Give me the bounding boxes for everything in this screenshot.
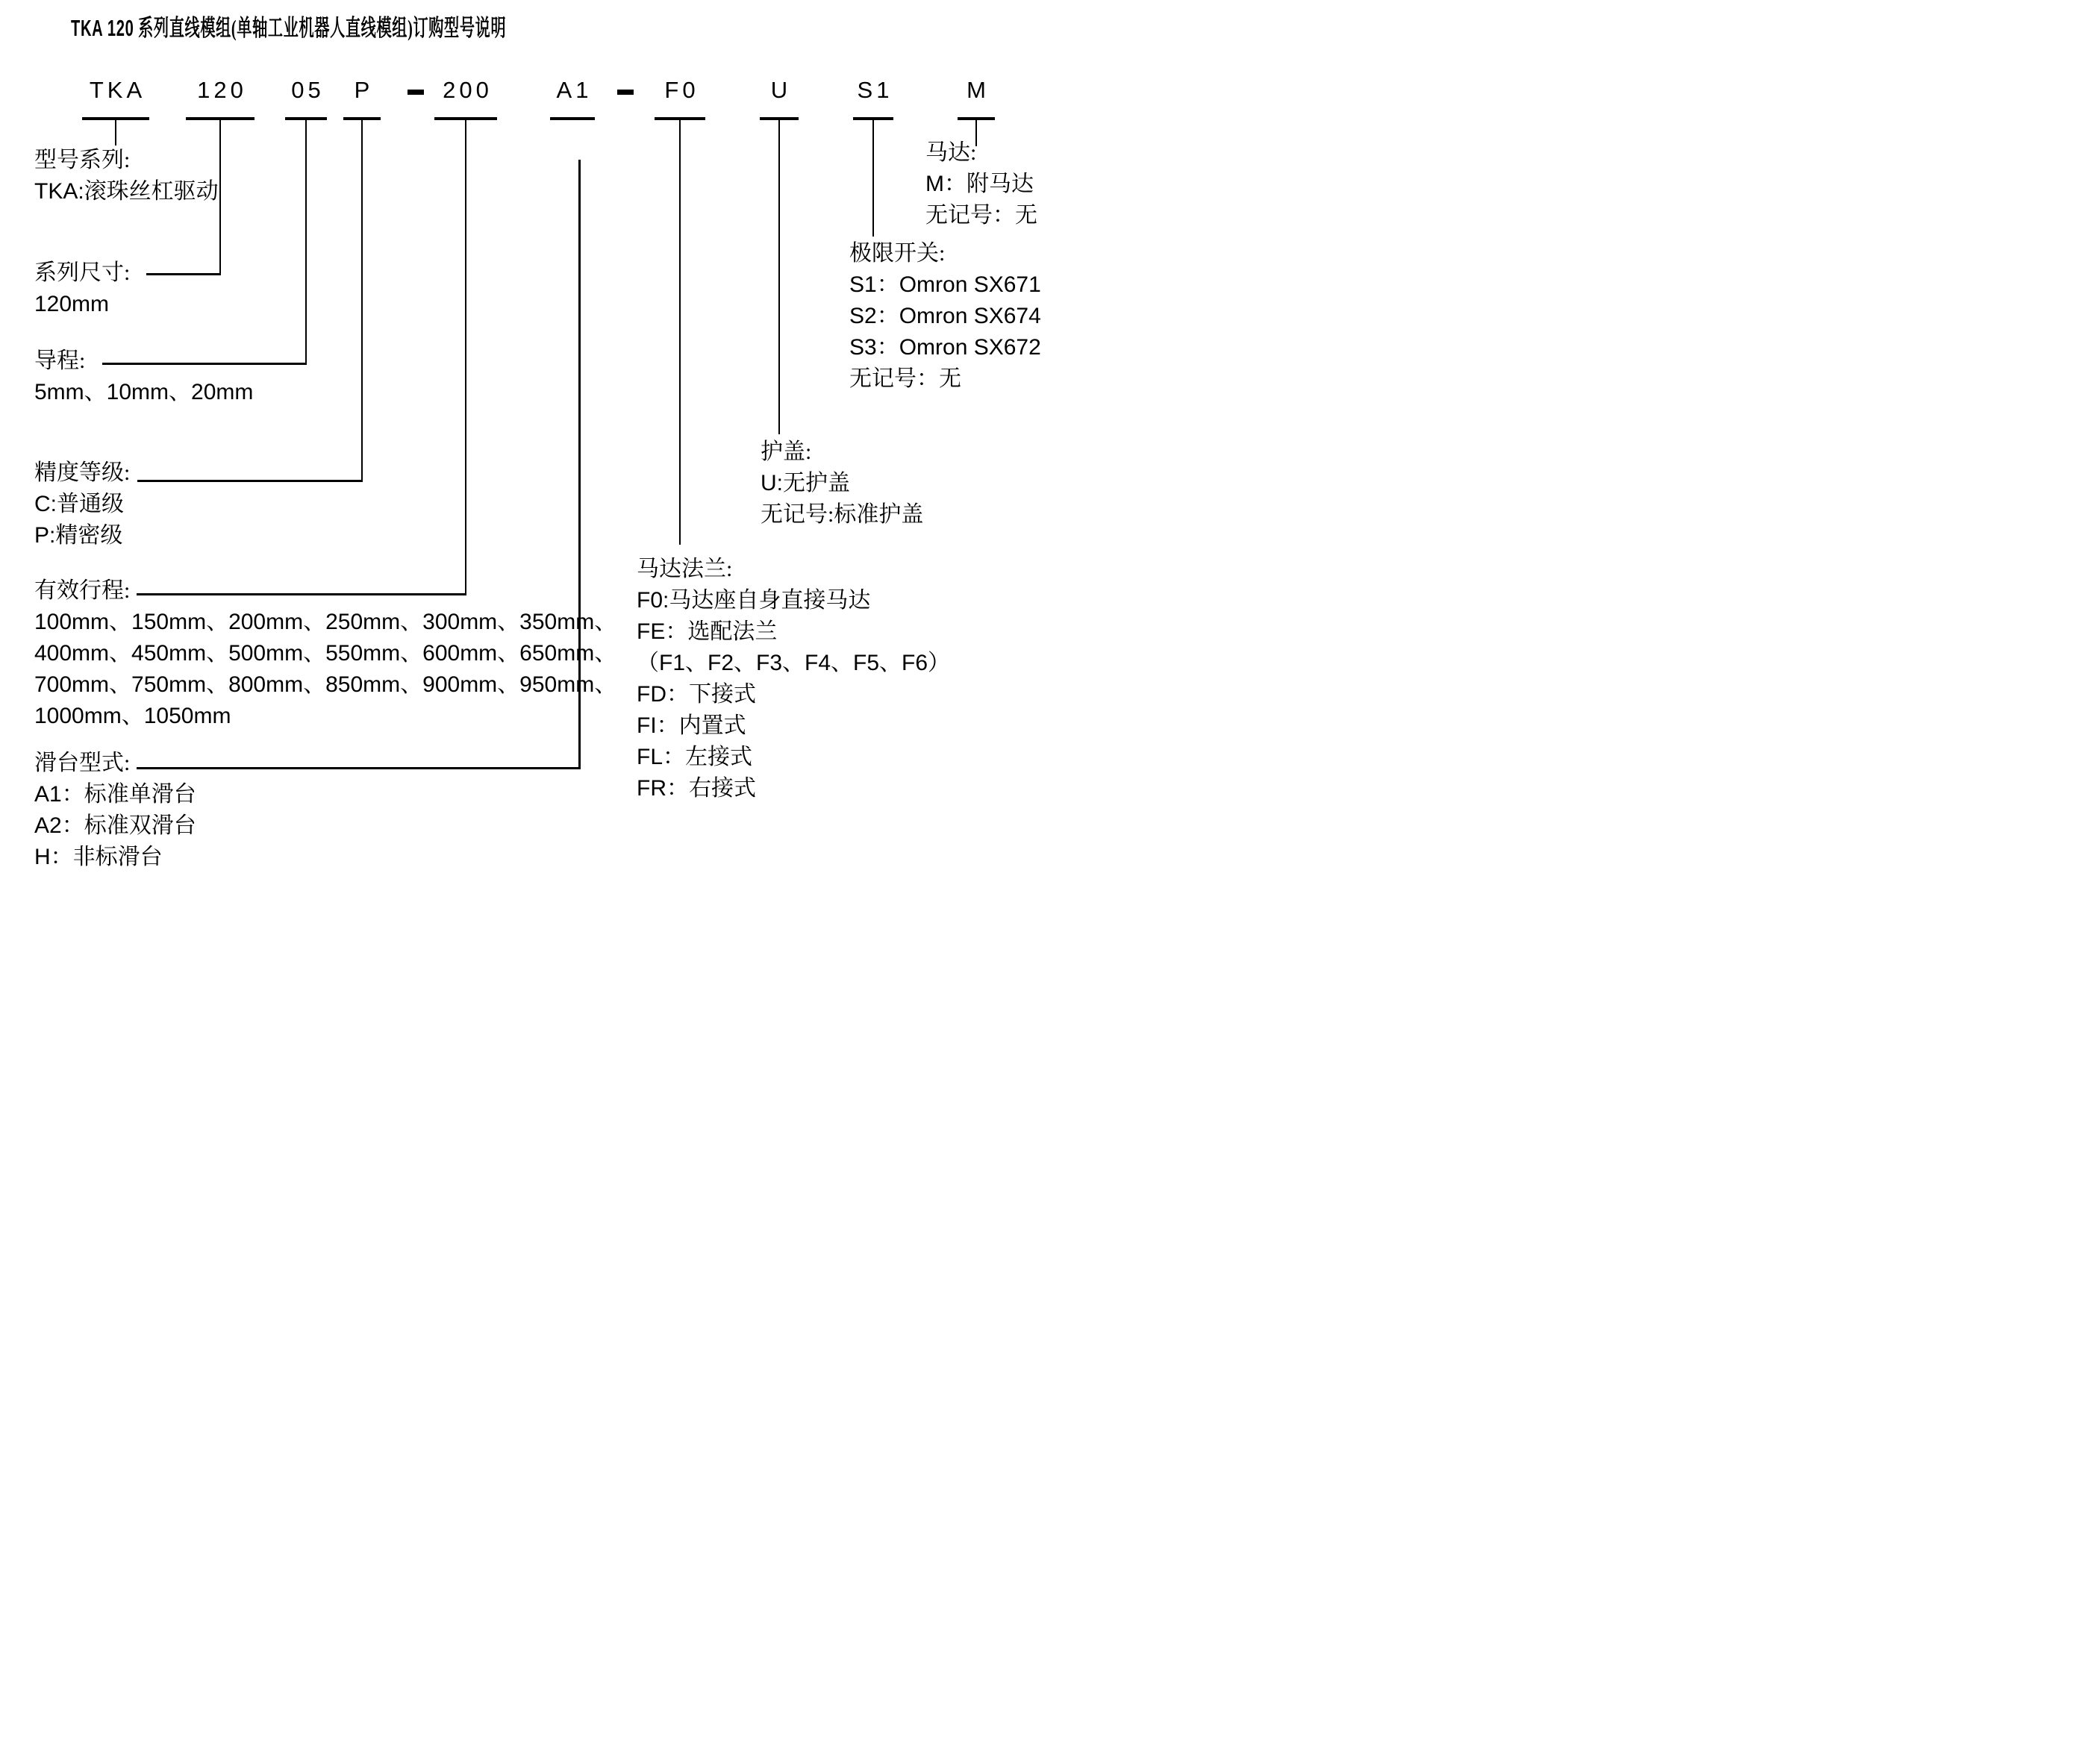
option-code: P: [34, 523, 56, 548]
option-desc: （F1、F2、F3、F4、F5、F6） [637, 651, 951, 675]
code-part-200: 200 [443, 77, 493, 103]
option-desc: 非标滑台 [72, 845, 163, 869]
section-label: 型号系列: [34, 148, 131, 172]
section-flange [637, 554, 950, 804]
option-row [34, 607, 616, 638]
leader-05-vertical [305, 120, 307, 365]
section-label: 有效行程: [34, 578, 131, 603]
option-row [637, 710, 950, 742]
page-title-latin: TKA 120 [71, 15, 134, 41]
option-desc: 5mm、10mm、20mm [34, 380, 254, 404]
option-desc: 400mm、450mm、500mm、550mm、600mm、650mm、 [34, 641, 617, 666]
underline-a1 [550, 117, 595, 120]
leader-s1-vertical [872, 120, 874, 237]
leader-120-horizontal [146, 273, 221, 275]
option-code: A1： [34, 782, 84, 807]
option-code: A2： [34, 813, 84, 838]
option-row [637, 679, 950, 710]
option-row [761, 468, 923, 499]
page-title [71, 9, 506, 43]
option-desc: 100mm、150mm、200mm、250mm、300mm、350mm、 [34, 610, 617, 634]
option-desc: 马达座自身直接马达 [669, 588, 871, 613]
code-part-m: M [967, 77, 990, 103]
section-lead [34, 345, 253, 408]
option-desc: 精密级 [55, 523, 123, 548]
option-code: M： [925, 172, 967, 196]
section-label: 极限开关: [849, 241, 946, 266]
section-label: 精度等级: [34, 460, 131, 485]
option-row [849, 332, 1041, 363]
option-desc: 普通级 [57, 492, 124, 516]
option-desc: Omron SX672 [899, 335, 1041, 360]
option-row [34, 489, 130, 520]
option-code: H： [34, 845, 73, 869]
option-code: FD： [637, 682, 689, 707]
option-desc: 120mm [34, 292, 110, 316]
option-desc: 无 [939, 366, 961, 391]
leader-tka-vertical [115, 120, 116, 146]
option-row [34, 289, 130, 320]
option-desc: 700mm、750mm、800mm、850mm、900mm、950mm、 [34, 672, 617, 697]
option-desc: Omron SX671 [899, 272, 1041, 297]
option-row [637, 648, 950, 679]
section-stroke [34, 575, 616, 732]
option-row [637, 773, 950, 804]
option-desc: 标准护盖 [834, 502, 924, 527]
code-part-f0: F0 [664, 77, 699, 103]
section-accuracy [34, 457, 130, 551]
option-row [34, 638, 616, 669]
code-part-p: P [354, 77, 374, 103]
option-desc: 无 [1015, 203, 1037, 228]
leader-u-vertical [778, 120, 780, 434]
section-label: 滑台型式: [34, 751, 131, 775]
section-slider [34, 748, 196, 873]
leader-p-vertical [361, 120, 363, 482]
option-row [849, 301, 1041, 332]
option-desc: 1000mm、1050mm [34, 704, 231, 728]
section-label: 系列尺寸: [34, 260, 131, 285]
option-desc: 内置式 [678, 713, 746, 738]
option-row [34, 377, 253, 408]
section-size [34, 257, 130, 320]
option-row [849, 363, 1041, 395]
option-row [637, 585, 950, 616]
leader-200-vertical [465, 120, 466, 595]
option-desc: 选配法兰 [687, 619, 778, 644]
section-cover [761, 437, 923, 531]
option-code: FR： [637, 776, 689, 801]
code-part-s1: S1 [857, 77, 893, 103]
option-row [925, 169, 1037, 200]
option-code: S2： [849, 304, 899, 328]
option-row [34, 176, 219, 207]
leader-120-vertical [219, 120, 221, 275]
option-desc: 滚珠丝杠驱动 [84, 179, 219, 204]
option-code: S1： [849, 272, 899, 297]
option-row [34, 520, 130, 551]
option-row [34, 669, 616, 701]
option-code: FI： [637, 713, 679, 738]
option-row [761, 499, 923, 531]
option-code: S3： [849, 335, 899, 360]
page-title-cn: 系列直线模组(单轴工业机器人直线模组)订购型号说明 [138, 15, 507, 41]
option-desc: 左接式 [685, 745, 753, 769]
option-code: F0: [637, 588, 669, 613]
code-part-05: 05 [291, 77, 325, 103]
option-row [34, 810, 196, 842]
option-code: 无记号： [849, 366, 939, 391]
section-label: 导程: [34, 348, 86, 373]
leader-a1-horizontal [137, 767, 581, 769]
option-desc: Omron SX674 [899, 304, 1041, 328]
leader-p-horizontal [137, 480, 363, 482]
option-row [849, 269, 1041, 301]
option-code: C: [34, 492, 57, 516]
section-limit-switch [849, 238, 1041, 395]
section-motor [925, 137, 1037, 231]
option-code: 无记号: [761, 502, 834, 527]
option-row [34, 779, 196, 810]
code-part-u: U [770, 77, 792, 103]
option-desc: 下接式 [689, 682, 756, 707]
section-label: 马达: [925, 140, 977, 165]
option-row [637, 742, 950, 773]
option-row [637, 616, 950, 648]
dash-separator [617, 90, 634, 95]
code-part-120: 120 [197, 77, 247, 103]
section-label: 护盖: [761, 440, 812, 464]
code-part-tka: TKA [89, 77, 146, 103]
ordering-code-diagram [0, 0, 1045, 882]
option-code: FL： [637, 745, 686, 769]
option-row [34, 701, 616, 732]
option-desc: 附马达 [967, 172, 1034, 196]
leader-f0-vertical [679, 120, 681, 545]
option-code: 无记号： [925, 203, 1015, 228]
section-label: 马达法兰: [637, 557, 733, 581]
option-row [34, 842, 196, 873]
section-series [34, 145, 219, 207]
dash-separator [408, 90, 424, 95]
option-row [925, 200, 1037, 231]
option-desc: 标准单滑台 [84, 782, 196, 807]
option-code: TKA: [34, 179, 84, 204]
code-part-a1: A1 [556, 77, 593, 103]
option-code: U: [761, 471, 783, 495]
option-desc: 右接式 [689, 776, 756, 801]
option-desc: 无护盖 [783, 471, 850, 495]
option-code: FE： [637, 619, 688, 644]
option-desc: 标准双滑台 [84, 813, 196, 838]
